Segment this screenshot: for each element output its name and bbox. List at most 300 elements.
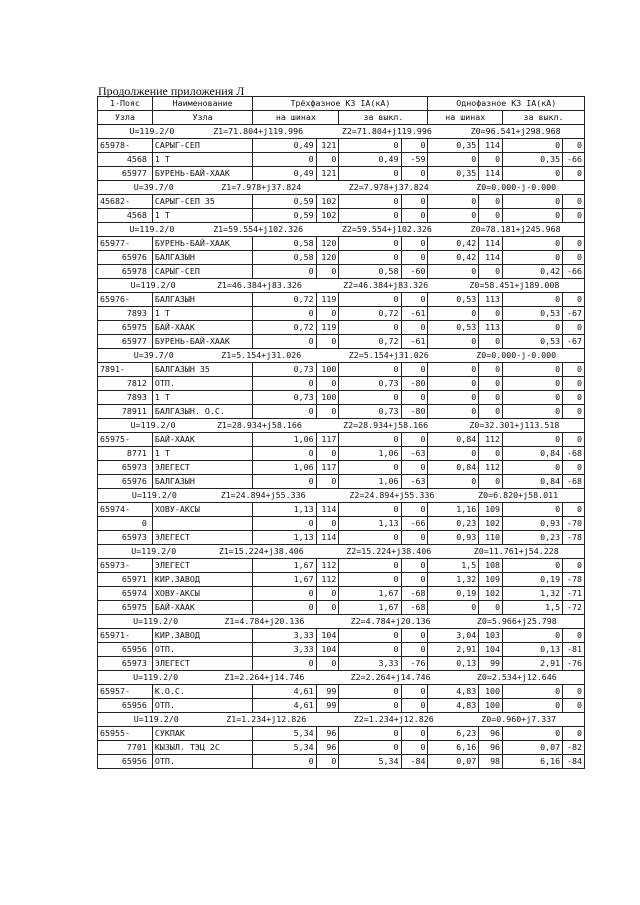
- value-cell: -84: [563, 755, 585, 769]
- node-name-cell: [152, 517, 252, 531]
- value-cell: 100: [479, 685, 503, 699]
- value-cell: 0: [563, 405, 585, 419]
- section-parameters: [98, 545, 585, 559]
- value-cell: 0: [339, 699, 401, 713]
- value-cell: 99: [316, 685, 339, 699]
- section-header-row: [98, 671, 585, 685]
- table-row: [98, 139, 585, 153]
- value-cell: 0: [316, 307, 339, 321]
- value-cell: 4,61: [253, 699, 316, 713]
- value-cell: 0: [503, 433, 563, 447]
- value-cell: 0: [339, 643, 401, 657]
- node-number-cell: 65971: [98, 573, 153, 587]
- value-cell: 1,67: [339, 601, 401, 615]
- table-row: [98, 209, 585, 223]
- table-row: [98, 573, 585, 587]
- value-cell: -67: [563, 307, 585, 321]
- node-name-cell: ХОВУ-АКСЫ: [152, 503, 252, 517]
- node-name-cell: БАЛГАЗЫН 35: [152, 363, 252, 377]
- value-cell: 0: [316, 601, 339, 615]
- value-cell: 0: [401, 573, 428, 587]
- value-cell: 0,53: [503, 335, 563, 349]
- value-cell: 2,91: [503, 657, 563, 671]
- value-cell: 0: [563, 727, 585, 741]
- value-cell: 113: [479, 293, 503, 307]
- value-cell: 102: [479, 587, 503, 601]
- value-cell: -68: [401, 601, 428, 615]
- value-cell: -78: [563, 531, 585, 545]
- value-cell: -60: [401, 265, 428, 279]
- section-z2: Z2=4.784+j20.136: [350, 616, 431, 626]
- value-cell: 0: [563, 433, 585, 447]
- section-z0: Z0=0.000-j-0.000: [476, 350, 557, 360]
- section-z1: Z1=4.784+j20.136: [224, 616, 305, 626]
- value-cell: 5,34: [253, 741, 316, 755]
- node-number-cell: 65978-: [98, 139, 153, 153]
- node-name-cell: БАЙ-ХААК: [152, 601, 252, 615]
- value-cell: 0,42: [428, 251, 479, 265]
- value-cell: 1,5: [428, 559, 479, 573]
- table-row: [98, 195, 585, 209]
- value-cell: 0: [253, 755, 316, 769]
- value-cell: 0: [401, 685, 428, 699]
- node-name-cell: САРЫГ-СЕП: [152, 265, 252, 279]
- node-name-cell: САРЫГ-СЕП 35: [152, 195, 252, 209]
- section-z2: Z2=1.234+j12.826: [353, 714, 434, 724]
- short-circuit-table: [97, 96, 585, 769]
- value-cell: 0,59: [253, 195, 316, 209]
- value-cell: 114: [316, 531, 339, 545]
- value-cell: 0: [401, 699, 428, 713]
- section-u: U=119.2/0: [133, 616, 179, 626]
- value-cell: 96: [316, 741, 339, 755]
- value-cell: -76: [563, 657, 585, 671]
- value-cell: 0: [339, 293, 401, 307]
- section-z0: Z0=0.960+j7.337: [481, 714, 557, 724]
- value-cell: 0: [253, 335, 316, 349]
- section-z0: Z0=58.451+j189.008: [469, 280, 560, 290]
- value-cell: 6,16: [428, 741, 479, 755]
- value-cell: 0: [401, 195, 428, 209]
- section-z1: Z1=5.154+j31.026: [221, 350, 302, 360]
- value-cell: 1,16: [428, 503, 479, 517]
- node-name-cell: БУРЕНЬ-БАЙ-ХААК: [152, 335, 252, 349]
- value-cell: -71: [563, 587, 585, 601]
- section-z0: Z0=0.000-j-0.000: [476, 182, 557, 192]
- value-cell: 0: [503, 195, 563, 209]
- node-number-cell: 65956: [98, 755, 153, 769]
- section-z2: Z2=15.224+j38.406: [346, 546, 432, 556]
- value-cell: 109: [479, 503, 503, 517]
- section-z2: Z2=5.154+j31.026: [348, 350, 429, 360]
- section-u: U=119.2/0: [129, 224, 175, 234]
- value-cell: 2,91: [428, 643, 479, 657]
- table-row: [98, 167, 585, 181]
- value-cell: 0: [503, 237, 563, 251]
- value-cell: 0: [503, 293, 563, 307]
- value-cell: 0,53: [428, 293, 479, 307]
- node-name-cell: ОТП.: [152, 643, 252, 657]
- section-parameters: [98, 671, 585, 685]
- value-cell: 102: [316, 209, 339, 223]
- value-cell: 0: [339, 237, 401, 251]
- value-cell: 0,53: [503, 307, 563, 321]
- value-cell: 0: [479, 405, 503, 419]
- value-cell: 0: [479, 601, 503, 615]
- node-number-cell: 4568: [98, 209, 153, 223]
- value-cell: 1,06: [253, 461, 316, 475]
- section-z0: Z0=78.181+j245.968: [470, 224, 561, 234]
- value-cell: 104: [316, 643, 339, 657]
- table-row: [98, 503, 585, 517]
- table-row: [98, 587, 585, 601]
- value-cell: 0: [339, 685, 401, 699]
- value-cell: 1,13: [253, 531, 316, 545]
- node-number-cell: 4568: [98, 153, 153, 167]
- value-cell: 0,58: [339, 265, 401, 279]
- value-cell: 0: [316, 587, 339, 601]
- node-number-cell: 7701: [98, 741, 153, 755]
- node-number-cell: 65978: [98, 265, 153, 279]
- value-cell: 0,49: [253, 139, 316, 153]
- table-row: [98, 685, 585, 699]
- value-cell: 0: [339, 251, 401, 265]
- section-z2: Z2=2.264+j14.746: [350, 672, 431, 682]
- value-cell: 0,23: [503, 531, 563, 545]
- value-cell: 0: [563, 629, 585, 643]
- value-cell: 0: [563, 461, 585, 475]
- table-row: [98, 377, 585, 391]
- col-name-header: Наименование: [152, 97, 252, 111]
- node-name-cell: КИР.ЗАВОД: [152, 573, 252, 587]
- value-cell: 0: [503, 391, 563, 405]
- table-row: [98, 153, 585, 167]
- value-cell: 0,35: [428, 167, 479, 181]
- node-number-cell: 65975: [98, 321, 153, 335]
- value-cell: 0: [503, 461, 563, 475]
- value-cell: 0,59: [253, 209, 316, 223]
- node-number-cell: 65957-: [98, 685, 153, 699]
- section-u: U=39.7/0: [133, 350, 174, 360]
- value-cell: 113: [479, 321, 503, 335]
- node-name-cell: 1 Т: [152, 391, 252, 405]
- value-cell: 0: [503, 377, 563, 391]
- value-cell: 3,33: [253, 643, 316, 657]
- value-cell: -80: [401, 405, 428, 419]
- value-cell: 1,06: [339, 447, 401, 461]
- node-name-cell: БУРЕНЬ-БАЙ-ХААК: [152, 237, 252, 251]
- single-phase-behind-switch-header: за выкл.: [503, 111, 585, 125]
- value-cell: 0: [401, 741, 428, 755]
- value-cell: 96: [479, 727, 503, 741]
- section-z1: Z1=7.978+j37.824: [221, 182, 302, 192]
- value-cell: 120: [316, 237, 339, 251]
- section-u: U=119.2/0: [131, 490, 177, 500]
- value-cell: 0: [563, 251, 585, 265]
- value-cell: -78: [563, 573, 585, 587]
- page-caption: Продолжение приложения Л: [98, 84, 245, 98]
- value-cell: 0: [563, 195, 585, 209]
- value-cell: 117: [316, 433, 339, 447]
- value-cell: 0: [316, 405, 339, 419]
- value-cell: 5,34: [253, 727, 316, 741]
- value-cell: 0: [316, 447, 339, 461]
- value-cell: 0: [503, 559, 563, 573]
- table-row: [98, 293, 585, 307]
- value-cell: 0,72: [339, 307, 401, 321]
- section-z0: Z0=6.820+j58.011: [478, 490, 559, 500]
- section-header-row: [98, 223, 585, 237]
- node-name-cell: СУКПАК: [152, 727, 252, 741]
- section-u: U=119.2/0: [130, 280, 176, 290]
- value-cell: 1,13: [339, 517, 401, 531]
- value-cell: 0: [428, 405, 479, 419]
- value-cell: 3,04: [428, 629, 479, 643]
- value-cell: 0: [503, 321, 563, 335]
- section-u: U=119.2/0: [130, 420, 176, 430]
- value-cell: 1,67: [253, 573, 316, 587]
- value-cell: 100: [316, 391, 339, 405]
- value-cell: 120: [316, 251, 339, 265]
- node-name-cell: 1 Т: [152, 447, 252, 461]
- value-cell: 6,16: [503, 755, 563, 769]
- value-cell: 0,23: [428, 517, 479, 531]
- section-header-row: [98, 419, 585, 433]
- node-number-cell: 7891-: [98, 363, 153, 377]
- node-number-cell: 65975: [98, 601, 153, 615]
- value-cell: 0: [316, 265, 339, 279]
- value-cell: -81: [563, 643, 585, 657]
- value-cell: 102: [316, 195, 339, 209]
- value-cell: 103: [479, 629, 503, 643]
- table-row: [98, 265, 585, 279]
- value-cell: 0,58: [253, 237, 316, 251]
- node-name-cell: 1 Т: [152, 209, 252, 223]
- value-cell: 112: [316, 573, 339, 587]
- value-cell: 0: [339, 559, 401, 573]
- value-cell: 0: [563, 237, 585, 251]
- node-name-cell: БАЙ-ХААК: [152, 321, 252, 335]
- value-cell: 0,58: [253, 251, 316, 265]
- value-cell: 0,07: [503, 741, 563, 755]
- value-cell: 0: [563, 377, 585, 391]
- value-cell: 3,33: [253, 629, 316, 643]
- value-cell: 0: [479, 335, 503, 349]
- value-cell: 0,72: [253, 293, 316, 307]
- value-cell: 3,33: [339, 657, 401, 671]
- value-cell: 0: [563, 167, 585, 181]
- value-cell: 0: [503, 209, 563, 223]
- value-cell: 121: [316, 139, 339, 153]
- value-cell: -82: [563, 741, 585, 755]
- node-number-cell: 65976: [98, 475, 153, 489]
- value-cell: 0: [253, 601, 316, 615]
- value-cell: 0: [401, 321, 428, 335]
- value-cell: -70: [563, 517, 585, 531]
- value-cell: 0: [401, 531, 428, 545]
- value-cell: 0,72: [339, 335, 401, 349]
- value-cell: 0: [401, 209, 428, 223]
- value-cell: 0: [253, 587, 316, 601]
- section-z1: Z1=46.384+j83.326: [216, 280, 302, 290]
- node-number-cell: 65973: [98, 461, 153, 475]
- node-number-cell: 7893: [98, 307, 153, 321]
- node-name-cell: КИР.ЗАВОД: [152, 629, 252, 643]
- table-row: [98, 531, 585, 545]
- table-row: [98, 755, 585, 769]
- value-cell: -67: [563, 335, 585, 349]
- value-cell: 0: [401, 643, 428, 657]
- value-cell: 0: [563, 559, 585, 573]
- table-row: [98, 307, 585, 321]
- value-cell: 0: [503, 251, 563, 265]
- table-row: [98, 601, 585, 615]
- section-parameters: [98, 713, 585, 727]
- value-cell: 117: [316, 461, 339, 475]
- value-cell: 0: [503, 139, 563, 153]
- value-cell: 0,53: [428, 321, 479, 335]
- value-cell: 0,73: [253, 363, 316, 377]
- section-z2: Z2=46.384+j83.326: [343, 280, 429, 290]
- section-u: U=39.7/0: [133, 182, 174, 192]
- value-cell: -72: [563, 601, 585, 615]
- value-cell: 0: [428, 377, 479, 391]
- table-row: [98, 433, 585, 447]
- value-cell: 0: [339, 321, 401, 335]
- value-cell: 0: [428, 195, 479, 209]
- section-z1: Z1=59.554+j102.326: [213, 224, 304, 234]
- node-number-cell: 65976: [98, 251, 153, 265]
- value-cell: 0,73: [339, 405, 401, 419]
- value-cell: 1,06: [253, 433, 316, 447]
- node-name-cell: ЭЛЕГЕСТ: [152, 531, 252, 545]
- section-parameters: [98, 181, 585, 195]
- value-cell: 0: [479, 377, 503, 391]
- section-z1: Z1=24.894+j55.336: [220, 490, 306, 500]
- node-number-cell: 7812: [98, 377, 153, 391]
- section-u: U=119.2/0: [129, 126, 175, 136]
- value-cell: 0: [253, 377, 316, 391]
- value-cell: 0: [339, 503, 401, 517]
- table-row: [98, 363, 585, 377]
- value-cell: 0: [563, 209, 585, 223]
- section-header-row: [98, 489, 585, 503]
- section-z0: Z0=5.966+j25.798: [476, 616, 557, 626]
- node-name-cell: ХОВУ-АКСЫ: [152, 587, 252, 601]
- node-number-cell: 65976-: [98, 293, 153, 307]
- value-cell: 100: [316, 363, 339, 377]
- node-number-cell: 78911: [98, 405, 153, 419]
- header-row-top: [98, 97, 585, 111]
- value-cell: 0: [479, 153, 503, 167]
- value-cell: 0: [339, 573, 401, 587]
- value-cell: 114: [479, 237, 503, 251]
- value-cell: 0: [503, 685, 563, 699]
- section-parameters: [98, 489, 585, 503]
- value-cell: 0,73: [339, 377, 401, 391]
- section-parameters: [98, 419, 585, 433]
- node-number-cell: 65973-: [98, 559, 153, 573]
- value-cell: 0: [503, 503, 563, 517]
- section-z2: Z2=24.894+j55.336: [349, 490, 435, 500]
- node-name-cell: БАЛГАЗЫН. О.С.: [152, 405, 252, 419]
- section-header-row: [98, 545, 585, 559]
- table-row: [98, 237, 585, 251]
- value-cell: 0: [503, 699, 563, 713]
- table-row: [98, 741, 585, 755]
- section-parameters: [98, 615, 585, 629]
- value-cell: 1,67: [339, 587, 401, 601]
- node-name-cell: 1 Т: [152, 307, 252, 321]
- value-cell: 0,93: [428, 531, 479, 545]
- value-cell: 0: [339, 461, 401, 475]
- node-name-cell: ОТП.: [152, 699, 252, 713]
- section-parameters: [98, 223, 585, 237]
- value-cell: 0,72: [253, 321, 316, 335]
- value-cell: 0: [316, 475, 339, 489]
- value-cell: 119: [316, 293, 339, 307]
- value-cell: 0: [316, 517, 339, 531]
- value-cell: 1,13: [253, 503, 316, 517]
- node-name-cell: ОТП.: [152, 377, 252, 391]
- value-cell: 0,13: [428, 657, 479, 671]
- table-row: [98, 251, 585, 265]
- value-cell: 119: [316, 321, 339, 335]
- section-z2: Z2=7.978+j37.824: [348, 182, 429, 192]
- three-phase-behind-switch-header: за выкл.: [339, 111, 428, 125]
- value-cell: 112: [316, 559, 339, 573]
- single-phase-header: Однофазное КЗ IA(кА): [428, 97, 585, 111]
- value-cell: 5,34: [339, 755, 401, 769]
- node-number-cell: 65956: [98, 643, 153, 657]
- table-row: [98, 461, 585, 475]
- value-cell: 4,83: [428, 685, 479, 699]
- table-row: [98, 517, 585, 531]
- value-cell: 0: [479, 475, 503, 489]
- value-cell: 0: [339, 167, 401, 181]
- value-cell: 0,84: [428, 433, 479, 447]
- value-cell: 0: [339, 531, 401, 545]
- value-cell: 0: [479, 363, 503, 377]
- value-cell: 0: [563, 321, 585, 335]
- value-cell: -63: [401, 447, 428, 461]
- value-cell: 1,06: [339, 475, 401, 489]
- value-cell: 0,84: [428, 461, 479, 475]
- value-cell: 0: [563, 685, 585, 699]
- section-header-row: [98, 125, 585, 139]
- value-cell: 1,67: [253, 559, 316, 573]
- node-number-cell: 0: [98, 517, 153, 531]
- value-cell: 0: [479, 447, 503, 461]
- node-number-cell: 65974: [98, 587, 153, 601]
- node-name-cell: БАЛГАЗЫН: [152, 475, 252, 489]
- value-cell: 0,07: [428, 755, 479, 769]
- value-cell: 96: [479, 741, 503, 755]
- node-number-cell: 65977-: [98, 237, 153, 251]
- section-u: U=119.2/0: [133, 672, 179, 682]
- value-cell: 1,32: [428, 573, 479, 587]
- value-cell: 0: [428, 335, 479, 349]
- value-cell: 0: [253, 265, 316, 279]
- value-cell: 4,61: [253, 685, 316, 699]
- table-row: [98, 335, 585, 349]
- value-cell: 0: [339, 391, 401, 405]
- value-cell: 99: [316, 699, 339, 713]
- section-z1: Z1=71.804+j119.996: [213, 126, 304, 136]
- value-cell: 0: [503, 629, 563, 643]
- section-z2: Z2=28.934+j58.166: [343, 420, 429, 430]
- value-cell: 0: [428, 153, 479, 167]
